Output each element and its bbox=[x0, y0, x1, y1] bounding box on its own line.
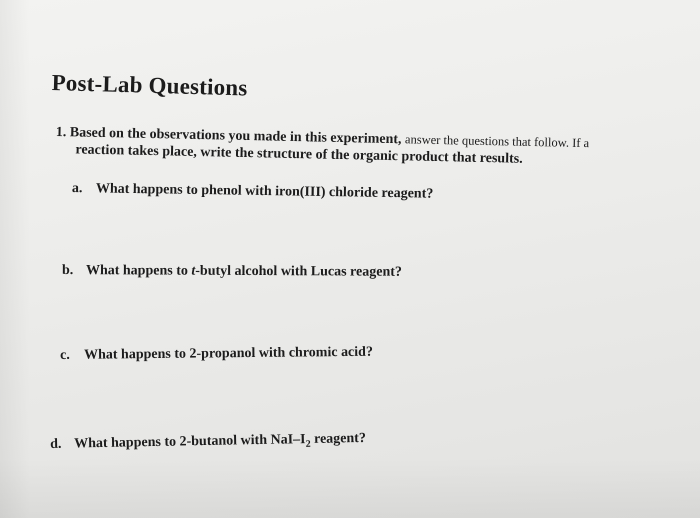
question-1 bbox=[55, 124, 676, 171]
subquestion-d-letter: d. bbox=[50, 436, 62, 452]
subquestion-c bbox=[60, 345, 373, 364]
page-shadow-bottom bbox=[0, 458, 700, 518]
question-1-number: 1. bbox=[55, 124, 67, 141]
page-shadow-left bbox=[0, 0, 30, 518]
subquestion-a bbox=[72, 181, 434, 203]
subquestion-b bbox=[62, 263, 402, 281]
subquestion-d-text-before: What happens to 2-butanol with NaI–I bbox=[73, 432, 306, 452]
subquestion-b-letter: b. bbox=[61, 263, 74, 279]
page-title: Post-Lab Questions bbox=[51, 70, 248, 101]
subquestion-a-letter: a. bbox=[71, 181, 83, 197]
subquestion-c-letter: c. bbox=[60, 347, 70, 363]
subquestion-b-italic: t bbox=[191, 263, 196, 279]
subquestion-d-subscript: 2 bbox=[305, 438, 311, 450]
question-1-text-rest: answer the questions that follow. If a bbox=[404, 132, 590, 151]
subquestion-d-text-after: reagent? bbox=[310, 430, 367, 447]
subquestion-b-text-after: -butyl alcohol with Lucas reagent? bbox=[195, 263, 402, 280]
subquestion-d bbox=[50, 431, 366, 455]
subquestion-a-text: What happens to phenol with iron(III) chloride reagent? bbox=[95, 181, 434, 202]
subquestion-b-text-before: What happens to bbox=[85, 263, 192, 279]
subquestion-c-text: What happens to 2-propanol with chromic acid? bbox=[83, 344, 373, 363]
question-1-line-2: reaction takes place, write the structure of the organic product that results. bbox=[75, 142, 523, 167]
question-1-text-bold: Based on the observations you made in this experiment, bbox=[69, 125, 402, 148]
